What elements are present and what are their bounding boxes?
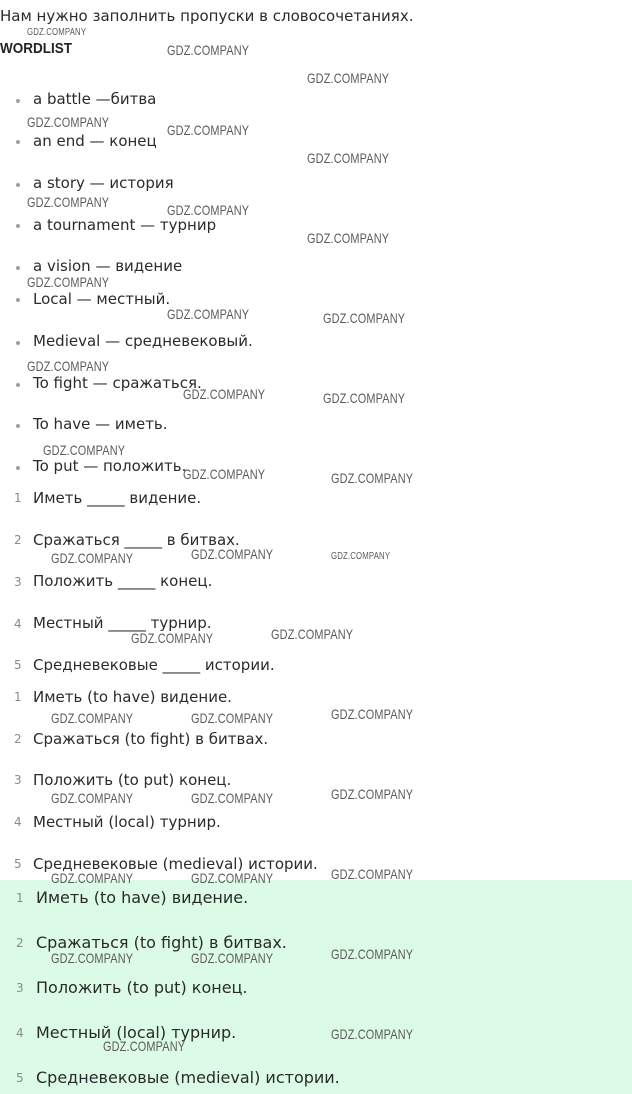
list-item: a story — история — [33, 174, 174, 192]
watermark: GDZ.COMPANY — [131, 630, 214, 646]
list-item: Medieval — средневековый. — [33, 332, 253, 350]
bullet-icon — [16, 183, 20, 187]
item-number: 5 — [16, 1071, 24, 1085]
list-item: a battle —битва — [33, 90, 157, 108]
bullet-icon — [16, 140, 20, 144]
item-number: 3 — [14, 773, 22, 787]
watermark: GDZ.COMPANY — [331, 1026, 414, 1042]
item-number: 1 — [14, 491, 22, 505]
list-item: an end — конец — [33, 132, 157, 150]
answer-item: Иметь (to have) видение. — [36, 888, 249, 907]
watermark: GDZ.COMPANY — [27, 274, 110, 290]
answer-item: Сражаться (to fight) в битвах. — [36, 933, 287, 952]
exercise-item: Положить _____ конец. — [33, 572, 213, 590]
exercise-item: Сражаться _____ в битвах. — [33, 531, 240, 549]
watermark: GDZ.COMPANY — [331, 866, 414, 882]
filled-item: Средневековые (medieval) истории. — [33, 855, 318, 873]
exercise-item: Иметь _____ видение. — [33, 489, 202, 507]
bullet-icon — [16, 224, 20, 228]
watermark: GDZ.COMPANY — [323, 390, 406, 406]
item-number: 3 — [14, 575, 22, 589]
watermark: GDZ.COMPANY — [51, 550, 134, 566]
item-number: 2 — [16, 936, 24, 950]
watermark: GDZ.COMPANY — [307, 70, 390, 86]
watermark: GDZ.COMPANY — [51, 790, 134, 806]
watermark: GDZ.COMPANY — [43, 442, 126, 458]
watermark: GDZ.COMPANY — [191, 870, 274, 886]
watermark: GDZ.COMPANY — [307, 230, 390, 246]
watermark: GDZ.COMPANY — [191, 546, 274, 562]
watermark: GDZ.COMPANY — [331, 470, 414, 486]
item-number: 4 — [14, 617, 22, 631]
watermark: GDZ.COMPANY — [331, 706, 414, 722]
bullet-icon — [16, 266, 20, 270]
list-item: a tournament — турнир — [33, 216, 217, 234]
filled-item: Иметь (to have) видение. — [33, 688, 232, 706]
filled-item: Местный (local) турнир. — [33, 813, 221, 831]
watermark: GDZ.COMPANY — [167, 202, 250, 218]
list-item: To fight — сражаться. — [33, 374, 202, 392]
item-number: 2 — [14, 732, 22, 746]
watermark: GDZ.COMPANY — [27, 114, 110, 130]
watermark: GDZ.COMPANY — [167, 42, 250, 58]
item-number: 1 — [16, 891, 24, 905]
item-number: 5 — [14, 857, 22, 871]
watermark: GDZ.COMPANY — [323, 310, 406, 326]
watermark: GDZ.COMPANY — [167, 122, 250, 138]
item-number: 2 — [14, 533, 22, 547]
watermark: GDZ.COMPANY — [307, 150, 390, 166]
intro-text: Нам нужно заполнить пропуски в словосочетаниях. — [0, 7, 414, 25]
list-item: To put — положить. — [33, 457, 187, 475]
item-number: 4 — [16, 1026, 24, 1040]
exercise-item: Местный _____ турнир. — [33, 614, 212, 632]
watermark: GDZ.COMPANY — [51, 870, 134, 886]
answer-item: Положить (to put) конец. — [36, 978, 248, 997]
watermark: GDZ.COMPANY — [167, 306, 250, 322]
bullet-icon — [16, 466, 20, 470]
filled-item: Положить (to put) конец. — [33, 771, 232, 789]
watermark: GDZ.COMPANY — [183, 386, 266, 402]
watermark: GDZ.COMPANY — [331, 946, 414, 962]
item-number: 4 — [14, 815, 22, 829]
watermark: GDZ.COMPANY — [51, 950, 134, 966]
item-number: 3 — [16, 981, 24, 995]
bullet-icon — [16, 424, 20, 428]
list-item: a vision — видение — [33, 257, 183, 275]
answer-item: Местный (local) турнир. — [36, 1023, 237, 1042]
answer-item: Средневековые (medieval) истории. — [36, 1068, 340, 1087]
bullet-icon — [16, 298, 20, 302]
bullet-icon — [16, 341, 20, 345]
watermark: GDZ.COMPANY — [271, 626, 354, 642]
list-item: Local — местный. — [33, 290, 171, 308]
watermark: GDZ.COMPANY — [191, 710, 274, 726]
watermark: GDZ.COMPANY — [27, 358, 110, 374]
watermark: GDZ.COMPANY — [331, 551, 391, 562]
bullet-icon — [16, 99, 20, 103]
filled-item: Сражаться (to fight) в битвах. — [33, 730, 269, 748]
watermark: GDZ.COMPANY — [103, 1038, 186, 1054]
watermark: GDZ.COMPANY — [27, 194, 110, 210]
watermark: GDZ.COMPANY — [183, 466, 266, 482]
watermark: GDZ.COMPANY — [331, 786, 414, 802]
bullet-icon — [16, 383, 20, 387]
watermark: GDZ.COMPANY — [51, 710, 134, 726]
wordlist-heading: WORDLIST — [0, 40, 72, 57]
watermark: GDZ.COMPANY — [191, 790, 274, 806]
exercise-item: Средневековые _____ истории. — [33, 656, 275, 674]
item-number: 5 — [14, 658, 22, 672]
watermark: GDZ.COMPANY — [191, 950, 274, 966]
watermark: GDZ.COMPANY — [27, 27, 87, 38]
list-item: To have — иметь. — [33, 415, 168, 433]
item-number: 1 — [14, 690, 22, 704]
